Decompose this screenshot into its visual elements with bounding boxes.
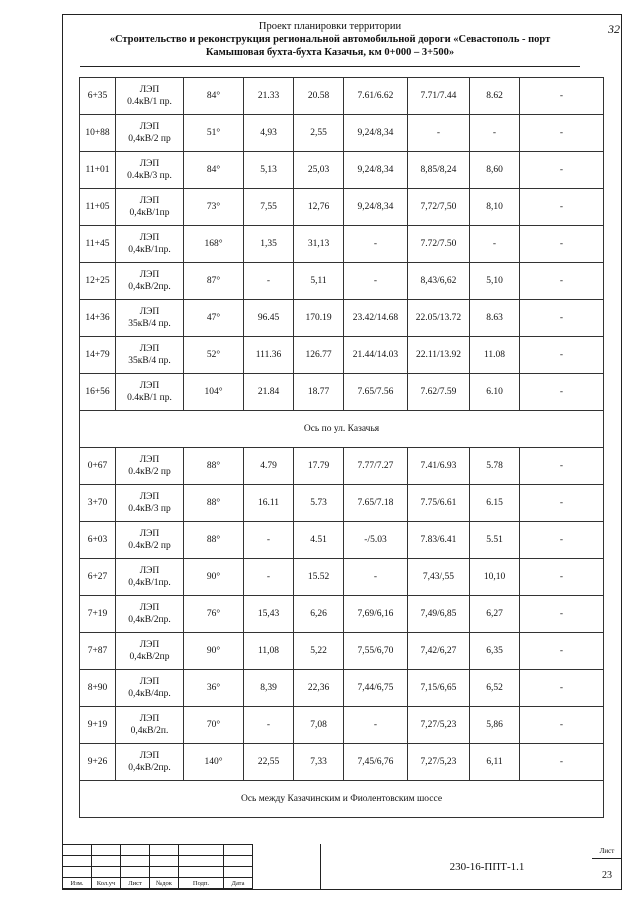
table-cell: 9,24/8,34 — [344, 189, 408, 226]
table-cell: 6+03 — [80, 522, 116, 559]
table-cell: 17.79 — [294, 448, 344, 485]
table-cell: 88° — [184, 522, 244, 559]
cell-line: 0.4кВ/1 пр. — [127, 393, 172, 403]
table-cell — [116, 263, 184, 300]
table-row — [80, 374, 604, 411]
cell-line: ЛЭП — [139, 159, 160, 169]
table-cell: - — [520, 744, 604, 781]
table-cell: - — [244, 707, 294, 744]
table-cell: 22.05/13.72 — [408, 300, 470, 337]
table-cell: 73° — [184, 189, 244, 226]
table-row — [80, 226, 604, 263]
table-cell: - — [520, 374, 604, 411]
table-cell: 7+19 — [80, 596, 116, 633]
section-row — [80, 411, 604, 448]
table-cell: 31,13 — [294, 226, 344, 263]
table-cell: - — [520, 226, 604, 263]
revision-grid — [62, 844, 253, 889]
table-cell: 11+01 — [80, 152, 116, 189]
table-cell: 7,72/7,50 — [408, 189, 470, 226]
cell-line: ЛЭП — [139, 529, 160, 539]
table-cell: 21.33 — [244, 78, 294, 115]
header-line-1: Проект планировки территории — [258, 21, 402, 32]
cell-line: 0.4кВ/2 пр — [128, 541, 171, 551]
table-cell: 7,15/6,65 — [408, 670, 470, 707]
cell-line: ЛЭП — [139, 196, 160, 206]
stamp-label-list: Лист — [121, 878, 150, 889]
table-cell — [116, 152, 184, 189]
table-cell: 8,39 — [244, 670, 294, 707]
table-cell: 7,27/5,23 — [408, 707, 470, 744]
table-row — [80, 448, 604, 485]
table-cell: 7.77/7.27 — [344, 448, 408, 485]
table-cell: 36° — [184, 670, 244, 707]
header-divider — [80, 66, 580, 67]
cell-line: 0,4кВ/2п. — [130, 726, 169, 736]
table-cell: - — [520, 559, 604, 596]
table-row — [80, 485, 604, 522]
table-cell: 18.77 — [294, 374, 344, 411]
table-row — [80, 78, 604, 115]
table-cell: 8,43/6,62 — [408, 263, 470, 300]
table-cell: 20.58 — [294, 78, 344, 115]
table-cell: 84° — [184, 78, 244, 115]
stamp-label-kol: Кол.уч — [92, 878, 121, 889]
sheet-box-label: Лист — [592, 844, 622, 859]
table-cell: - — [520, 152, 604, 189]
table-cell: - — [244, 522, 294, 559]
table-cell — [116, 78, 184, 115]
table-cell: 7.65/7.18 — [344, 485, 408, 522]
cell-line: ЛЭП — [139, 566, 160, 576]
table-cell: - — [244, 559, 294, 596]
table-cell: 51° — [184, 115, 244, 152]
section-row — [80, 781, 604, 818]
table-row — [80, 300, 604, 337]
table-cell: 10,10 — [470, 559, 520, 596]
table-cell: 7,69/6,16 — [344, 596, 408, 633]
table-cell: - — [344, 559, 408, 596]
table-cell — [116, 374, 184, 411]
cell-line: 0,4кВ/1пр. — [128, 245, 171, 255]
table-cell: 8.63 — [470, 300, 520, 337]
table-cell: 5,86 — [470, 707, 520, 744]
table-cell — [116, 226, 184, 263]
table-cell: 96.45 — [244, 300, 294, 337]
table-cell: - — [408, 115, 470, 152]
table-row — [80, 189, 604, 226]
table-cell: 7,55 — [244, 189, 294, 226]
cell-line: 0,4кВ/2 пр — [128, 134, 171, 144]
table-cell: 9,24/8,34 — [344, 115, 408, 152]
table-cell: 7.61/6.62 — [344, 78, 408, 115]
sheet-box — [592, 844, 622, 890]
table-cell — [116, 448, 184, 485]
cell-line: 0,4кВ/1пр. — [128, 578, 171, 588]
table-cell: 47° — [184, 300, 244, 337]
table-cell: 6+35 — [80, 78, 116, 115]
table-cell: 7.83/6.41 — [408, 522, 470, 559]
table-cell: - — [520, 670, 604, 707]
table-cell: 12+25 — [80, 263, 116, 300]
table-cell: 25,03 — [294, 152, 344, 189]
cell-line: ЛЭП — [139, 344, 160, 354]
table-cell — [116, 522, 184, 559]
table-cell: 22.11/13.92 — [408, 337, 470, 374]
table-cell: 6.10 — [470, 374, 520, 411]
table-cell: 7.71/7.44 — [408, 78, 470, 115]
cell-line: ЛЭП — [139, 122, 160, 132]
table-cell: 21.44/14.03 — [344, 337, 408, 374]
table-cell: 0+67 — [80, 448, 116, 485]
cell-line: ЛЭП — [139, 603, 160, 613]
header-line-2: «Строительство и реконструкция региональной автомобильной дороги «Севастополь - порт — [109, 34, 551, 45]
table-cell: 9+26 — [80, 744, 116, 781]
table-cell: 76° — [184, 596, 244, 633]
table-cell: - — [520, 115, 604, 152]
cell-line: ЛЭП — [139, 270, 160, 280]
table-cell: 5.73 — [294, 485, 344, 522]
table-cell: 7,08 — [294, 707, 344, 744]
table-cell: - — [470, 115, 520, 152]
table-cell: 5,13 — [244, 152, 294, 189]
table-cell: 11,08 — [244, 633, 294, 670]
table-cell: 4.51 — [294, 522, 344, 559]
table-cell: 11+05 — [80, 189, 116, 226]
table-cell: 7,55/6,70 — [344, 633, 408, 670]
table-cell: 6,27 — [470, 596, 520, 633]
table-cell: 170.19 — [294, 300, 344, 337]
table-cell: 4.79 — [244, 448, 294, 485]
table-row — [80, 559, 604, 596]
table-cell: 7.62/7.59 — [408, 374, 470, 411]
cell-line: 0,4кВ/4пр. — [128, 689, 171, 699]
table-cell — [116, 115, 184, 152]
table-cell: 2,55 — [294, 115, 344, 152]
table-cell — [116, 337, 184, 374]
table-cell: - — [520, 485, 604, 522]
table-cell: 8,10 — [470, 189, 520, 226]
table-cell: 5.78 — [470, 448, 520, 485]
table-row — [80, 670, 604, 707]
table-cell: 7+87 — [80, 633, 116, 670]
table-cell: - — [520, 337, 604, 374]
table-row — [80, 522, 604, 559]
stamp-label-izm: Изм. — [63, 878, 92, 889]
cell-line: ЛЭП — [139, 751, 160, 761]
table-cell: 8,60 — [470, 152, 520, 189]
sheet-box-number: 23 — [602, 869, 612, 881]
cell-line: 0,4кВ/2пр — [129, 652, 170, 662]
table-cell: 12,76 — [294, 189, 344, 226]
table-cell — [116, 485, 184, 522]
table-cell: 11+45 — [80, 226, 116, 263]
table-row — [80, 633, 604, 670]
table-cell: - — [520, 596, 604, 633]
document-code: 230-16-ППТ-1.1 — [320, 844, 640, 890]
table-cell: 90° — [184, 559, 244, 596]
cell-line: ЛЭП — [139, 492, 160, 502]
table-cell: 16.11 — [244, 485, 294, 522]
table-cell: 8+90 — [80, 670, 116, 707]
table-cell: 104° — [184, 374, 244, 411]
table-cell: 22,36 — [294, 670, 344, 707]
table-cell: -/5.03 — [344, 522, 408, 559]
table-cell: 140° — [184, 744, 244, 781]
table-cell: - — [344, 707, 408, 744]
table-cell: 126.77 — [294, 337, 344, 374]
table-cell: - — [244, 263, 294, 300]
table-cell: 52° — [184, 337, 244, 374]
table-cell: 14+36 — [80, 300, 116, 337]
table-cell: 3+70 — [80, 485, 116, 522]
table-cell: 8.62 — [470, 78, 520, 115]
table-cell: 6,52 — [470, 670, 520, 707]
cell-line: 0.4кВ/2 пр — [128, 467, 171, 477]
table-cell: 5,11 — [294, 263, 344, 300]
table-cell: 7,45/6,76 — [344, 744, 408, 781]
table-cell: 6.15 — [470, 485, 520, 522]
crossings-table — [79, 77, 604, 818]
table-cell: 7.41/6.93 — [408, 448, 470, 485]
cell-line: ЛЭП — [139, 307, 160, 317]
table-cell — [116, 744, 184, 781]
cell-line: 0,4кВ/2пр. — [128, 615, 171, 625]
table-cell: - — [520, 633, 604, 670]
table-cell: 6,26 — [294, 596, 344, 633]
table-cell: 87° — [184, 263, 244, 300]
table-cell: 6,11 — [470, 744, 520, 781]
table-row — [80, 707, 604, 744]
table-cell: 1,35 — [244, 226, 294, 263]
table-cell — [116, 707, 184, 744]
document-header — [80, 20, 580, 59]
cell-line: ЛЭП — [139, 85, 160, 95]
cell-line: 35кВ/4 пр. — [128, 356, 171, 366]
cell-line: ЛЭП — [139, 455, 160, 465]
table-cell — [116, 189, 184, 226]
table-cell: 6,35 — [470, 633, 520, 670]
cell-line: 35кВ/4 пр. — [128, 319, 171, 329]
table-cell: 88° — [184, 448, 244, 485]
stamp-label-data: Дата — [224, 878, 253, 889]
section-title: Ось по ул. Казачья — [80, 411, 604, 448]
table-cell — [116, 559, 184, 596]
table-cell: - — [344, 226, 408, 263]
table-cell: 168° — [184, 226, 244, 263]
table-cell: 7,44/6,75 — [344, 670, 408, 707]
table-cell: - — [520, 448, 604, 485]
table-row — [80, 263, 604, 300]
table-cell: 88° — [184, 485, 244, 522]
table-cell: 5,22 — [294, 633, 344, 670]
table-cell: 9,24/8,34 — [344, 152, 408, 189]
table-cell: 9+19 — [80, 707, 116, 744]
table-cell — [116, 670, 184, 707]
table-cell: 7.65/7.56 — [344, 374, 408, 411]
table-cell: 11.08 — [470, 337, 520, 374]
table-row — [80, 744, 604, 781]
table-cell: 7,49/6,85 — [408, 596, 470, 633]
table-row — [80, 337, 604, 374]
table-cell: 22,55 — [244, 744, 294, 781]
table-cell — [116, 633, 184, 670]
table-cell: - — [520, 189, 604, 226]
table-cell: 21.84 — [244, 374, 294, 411]
table-cell: - — [520, 78, 604, 115]
table-cell: - — [520, 707, 604, 744]
table-cell: 84° — [184, 152, 244, 189]
table-cell: 7,27/5,23 — [408, 744, 470, 781]
cell-line: ЛЭП — [139, 677, 160, 687]
table-cell: 111.36 — [244, 337, 294, 374]
table-cell: - — [520, 522, 604, 559]
stamp-label-podp: Подп. — [179, 878, 224, 889]
table-cell — [116, 300, 184, 337]
cell-line: ЛЭП — [139, 640, 160, 650]
table-cell: 15,43 — [244, 596, 294, 633]
table-cell: 7,43/,55 — [408, 559, 470, 596]
cell-line: 0,4кВ/2пр. — [128, 282, 171, 292]
table-cell — [116, 596, 184, 633]
cell-line: ЛЭП — [139, 714, 160, 724]
table-cell: 6+27 — [80, 559, 116, 596]
cell-line: 0.4кВ/3 пр — [128, 504, 171, 514]
table-cell: 8,85/8,24 — [408, 152, 470, 189]
stamp-label-ndoc: №док — [150, 878, 179, 889]
table-cell: 10+88 — [80, 115, 116, 152]
cell-line: 0,4кВ/2пр. — [128, 763, 171, 773]
sheet-number: 32 — [608, 22, 620, 36]
table-cell: 7,33 — [294, 744, 344, 781]
cell-line: 0.4кВ/3 пр. — [127, 171, 172, 181]
table-cell: 7,42/6,27 — [408, 633, 470, 670]
table-row — [80, 152, 604, 189]
table-cell: - — [520, 263, 604, 300]
cell-line: ЛЭП — [139, 233, 160, 243]
table-cell: 7.75/6.61 — [408, 485, 470, 522]
header-line-3: Камышовая бухта-бухта Казачья, км 0+000 – 3+500» — [205, 47, 455, 58]
table-row — [80, 115, 604, 152]
table-cell: 15.52 — [294, 559, 344, 596]
table-cell: 90° — [184, 633, 244, 670]
cell-line: 0.4кВ/1 пр. — [127, 97, 172, 107]
title-block — [62, 844, 622, 890]
table-cell: 5,10 — [470, 263, 520, 300]
table-cell: - — [470, 226, 520, 263]
cell-line: 0,4кВ/1пр — [129, 208, 170, 218]
table-cell: 7.72/7.50 — [408, 226, 470, 263]
section-title: Ось между Казачинским и Фиолентовским шоссе — [80, 781, 604, 818]
table-row — [80, 596, 604, 633]
cell-line: ЛЭП — [139, 381, 160, 391]
table-cell: 5.51 — [470, 522, 520, 559]
table-cell: - — [344, 263, 408, 300]
table-cell: 4,93 — [244, 115, 294, 152]
table-cell: 16+56 — [80, 374, 116, 411]
table-cell: - — [520, 300, 604, 337]
table-cell: 23.42/14.68 — [344, 300, 408, 337]
table-cell: 70° — [184, 707, 244, 744]
table-cell: 14+79 — [80, 337, 116, 374]
